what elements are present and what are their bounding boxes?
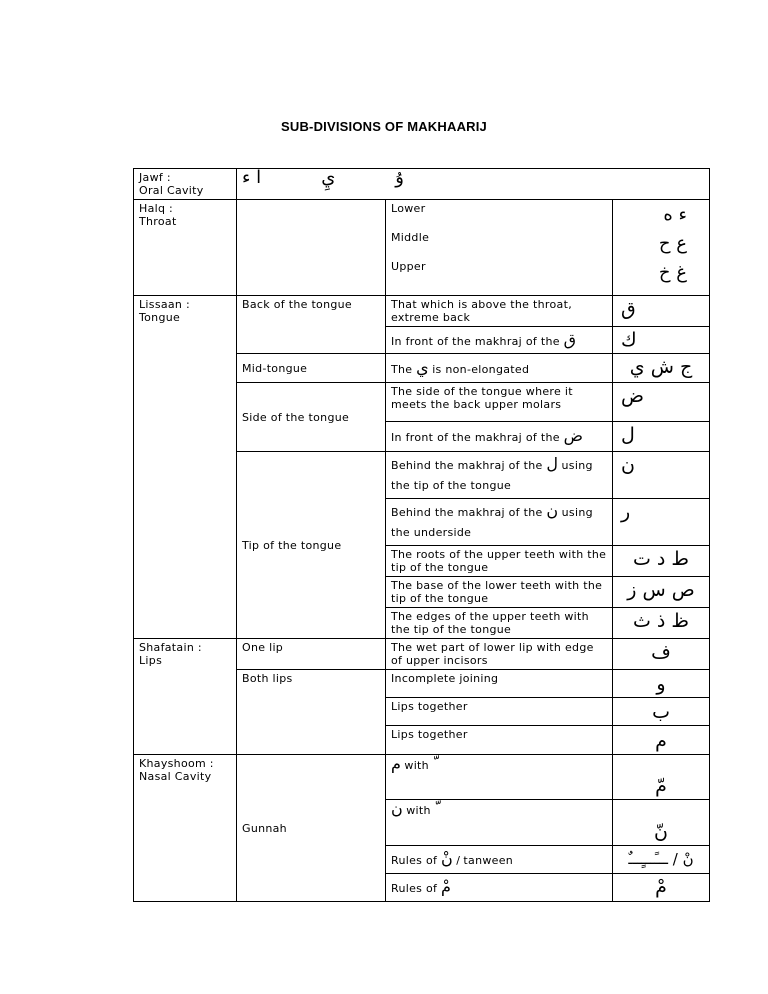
description-cell: Incomplete joining	[386, 670, 613, 698]
category-label: Shafatain :	[139, 641, 202, 654]
description-cell	[386, 874, 613, 902]
description-cell: Lips together	[386, 698, 613, 726]
description-cell	[386, 846, 613, 874]
arabic-ref: نْ	[440, 849, 453, 868]
category-cell	[134, 200, 237, 296]
subcategory-cell: Side of the tongue	[237, 383, 386, 452]
table-row	[134, 200, 710, 296]
description-text: Behind the makhraj of the	[391, 459, 543, 472]
halq-position: Lower	[391, 202, 426, 215]
subcategory-cell: Mid-tongue	[237, 354, 386, 383]
category-cell	[134, 639, 237, 755]
category-sublabel: Nasal Cavity	[139, 770, 212, 783]
category-label: Khayshoom :	[139, 757, 214, 770]
description-cell	[386, 422, 613, 452]
category-label: Halq :	[139, 202, 174, 215]
letters-cell: ب	[613, 698, 710, 726]
letters-cell: ك	[613, 327, 710, 354]
description-text: Rules of	[391, 854, 438, 867]
table-row	[134, 755, 710, 800]
description-cell: The side of the tongue where it meets the back upper molars	[386, 383, 613, 422]
empty-cell	[237, 200, 386, 296]
arabic-letters: غ خ	[658, 262, 688, 283]
description-cell	[386, 354, 613, 383]
category-sublabel: Lips	[139, 654, 163, 667]
subcategory-cell: One lip	[237, 639, 386, 670]
halq-position: Upper	[391, 260, 426, 273]
description-text: / tanween	[456, 854, 514, 867]
letters-cell: ص س ز	[613, 577, 710, 608]
arabic-letters: يِ	[321, 168, 336, 188]
description-text: In front of the makhraj of the	[391, 431, 560, 444]
subcategory-cell: Gunnah	[237, 755, 386, 902]
jawf-letters-cell	[237, 169, 710, 200]
description-cell	[386, 452, 613, 499]
description-text: Behind the makhraj of the	[391, 506, 543, 519]
arabic-ref: مْ	[440, 877, 451, 896]
arabic-letters: ء ه	[663, 204, 688, 225]
subcategory-cell: Both lips	[237, 670, 386, 755]
arabic-ref: م	[391, 754, 401, 773]
description-cell: The edges of the upper teeth with the tip of the tongue	[386, 608, 613, 639]
category-cell	[134, 169, 237, 200]
category-sublabel: Oral Cavity	[139, 184, 204, 197]
description-cell	[386, 200, 613, 296]
letters-cell: ض	[613, 383, 710, 422]
description-text: The	[391, 362, 413, 376]
table-row	[134, 639, 710, 670]
arabic-ref: ن	[546, 501, 559, 520]
description-cell	[386, 800, 613, 846]
description-cell	[386, 499, 613, 546]
makhaarij-table	[133, 168, 710, 902]
arabic-ref: ض	[563, 426, 583, 445]
letters-cell: ل	[613, 422, 710, 452]
letters-cell	[613, 200, 710, 296]
subcategory-cell: Back of the tongue	[237, 296, 386, 354]
letters-cell: ظ ذ ث	[613, 608, 710, 639]
letters-cell: ف	[613, 639, 710, 670]
table-row	[134, 296, 710, 327]
letters-cell: مْ	[613, 874, 710, 902]
letters-cell: ن	[613, 452, 710, 499]
description-text: with	[404, 759, 429, 772]
category-label: Jawf :	[139, 171, 171, 184]
category-label: Lissaan :	[139, 298, 191, 311]
letters-cell: ط د ت	[613, 546, 710, 577]
letters-cell: ق	[613, 296, 710, 327]
letters-cell: و	[613, 670, 710, 698]
subcategory-cell: Tip of the tongue	[237, 452, 386, 639]
table-row	[134, 169, 710, 200]
category-cell	[134, 296, 237, 639]
letters-cell: مّ	[613, 755, 710, 800]
description-text: with	[406, 804, 431, 817]
description-cell: The base of the lower teeth with the tip of the tongue	[386, 577, 613, 608]
category-cell	[134, 755, 237, 902]
description-text: using the tip of the tongue	[391, 459, 593, 492]
letters-cell: ر	[613, 499, 710, 546]
description-text: using the underside	[391, 506, 593, 539]
letters-cell: نْ / ـــًـــٍـــٌ	[613, 846, 710, 874]
halq-position: Middle	[391, 231, 430, 244]
letters-cell: ج ش ي	[613, 354, 710, 383]
description-cell	[386, 327, 613, 354]
letters-cell: م	[613, 726, 710, 755]
arabic-letters: ع ح	[658, 233, 688, 254]
arabic-ref: ل	[546, 454, 559, 473]
description-cell: Lips together	[386, 726, 613, 755]
description-cell: The roots of the upper teeth with the tip of the tongue	[386, 546, 613, 577]
letters-cell: نّ	[613, 800, 710, 846]
arabic-ref: ق	[563, 329, 577, 349]
category-sublabel: Tongue	[139, 311, 181, 324]
description-cell: That which is above the throat, extreme back	[386, 296, 613, 327]
arabic-ref: ن	[391, 799, 403, 818]
category-sublabel: Throat	[139, 215, 177, 228]
arabic-ref: ي	[416, 357, 429, 377]
description-text: is non-elongated	[432, 362, 530, 376]
description-cell: The wet part of lower lip with edge of upper incisors	[386, 639, 613, 670]
description-cell	[386, 755, 613, 800]
arabic-letters: ا ء	[242, 168, 262, 188]
arabic-letters: ۇ	[395, 168, 404, 188]
description-text: Rules of	[391, 882, 438, 895]
page-title: SUB-DIVISIONS OF MAKHAARIJ	[281, 119, 487, 134]
description-text: In front of the makhraj of the	[391, 334, 560, 348]
